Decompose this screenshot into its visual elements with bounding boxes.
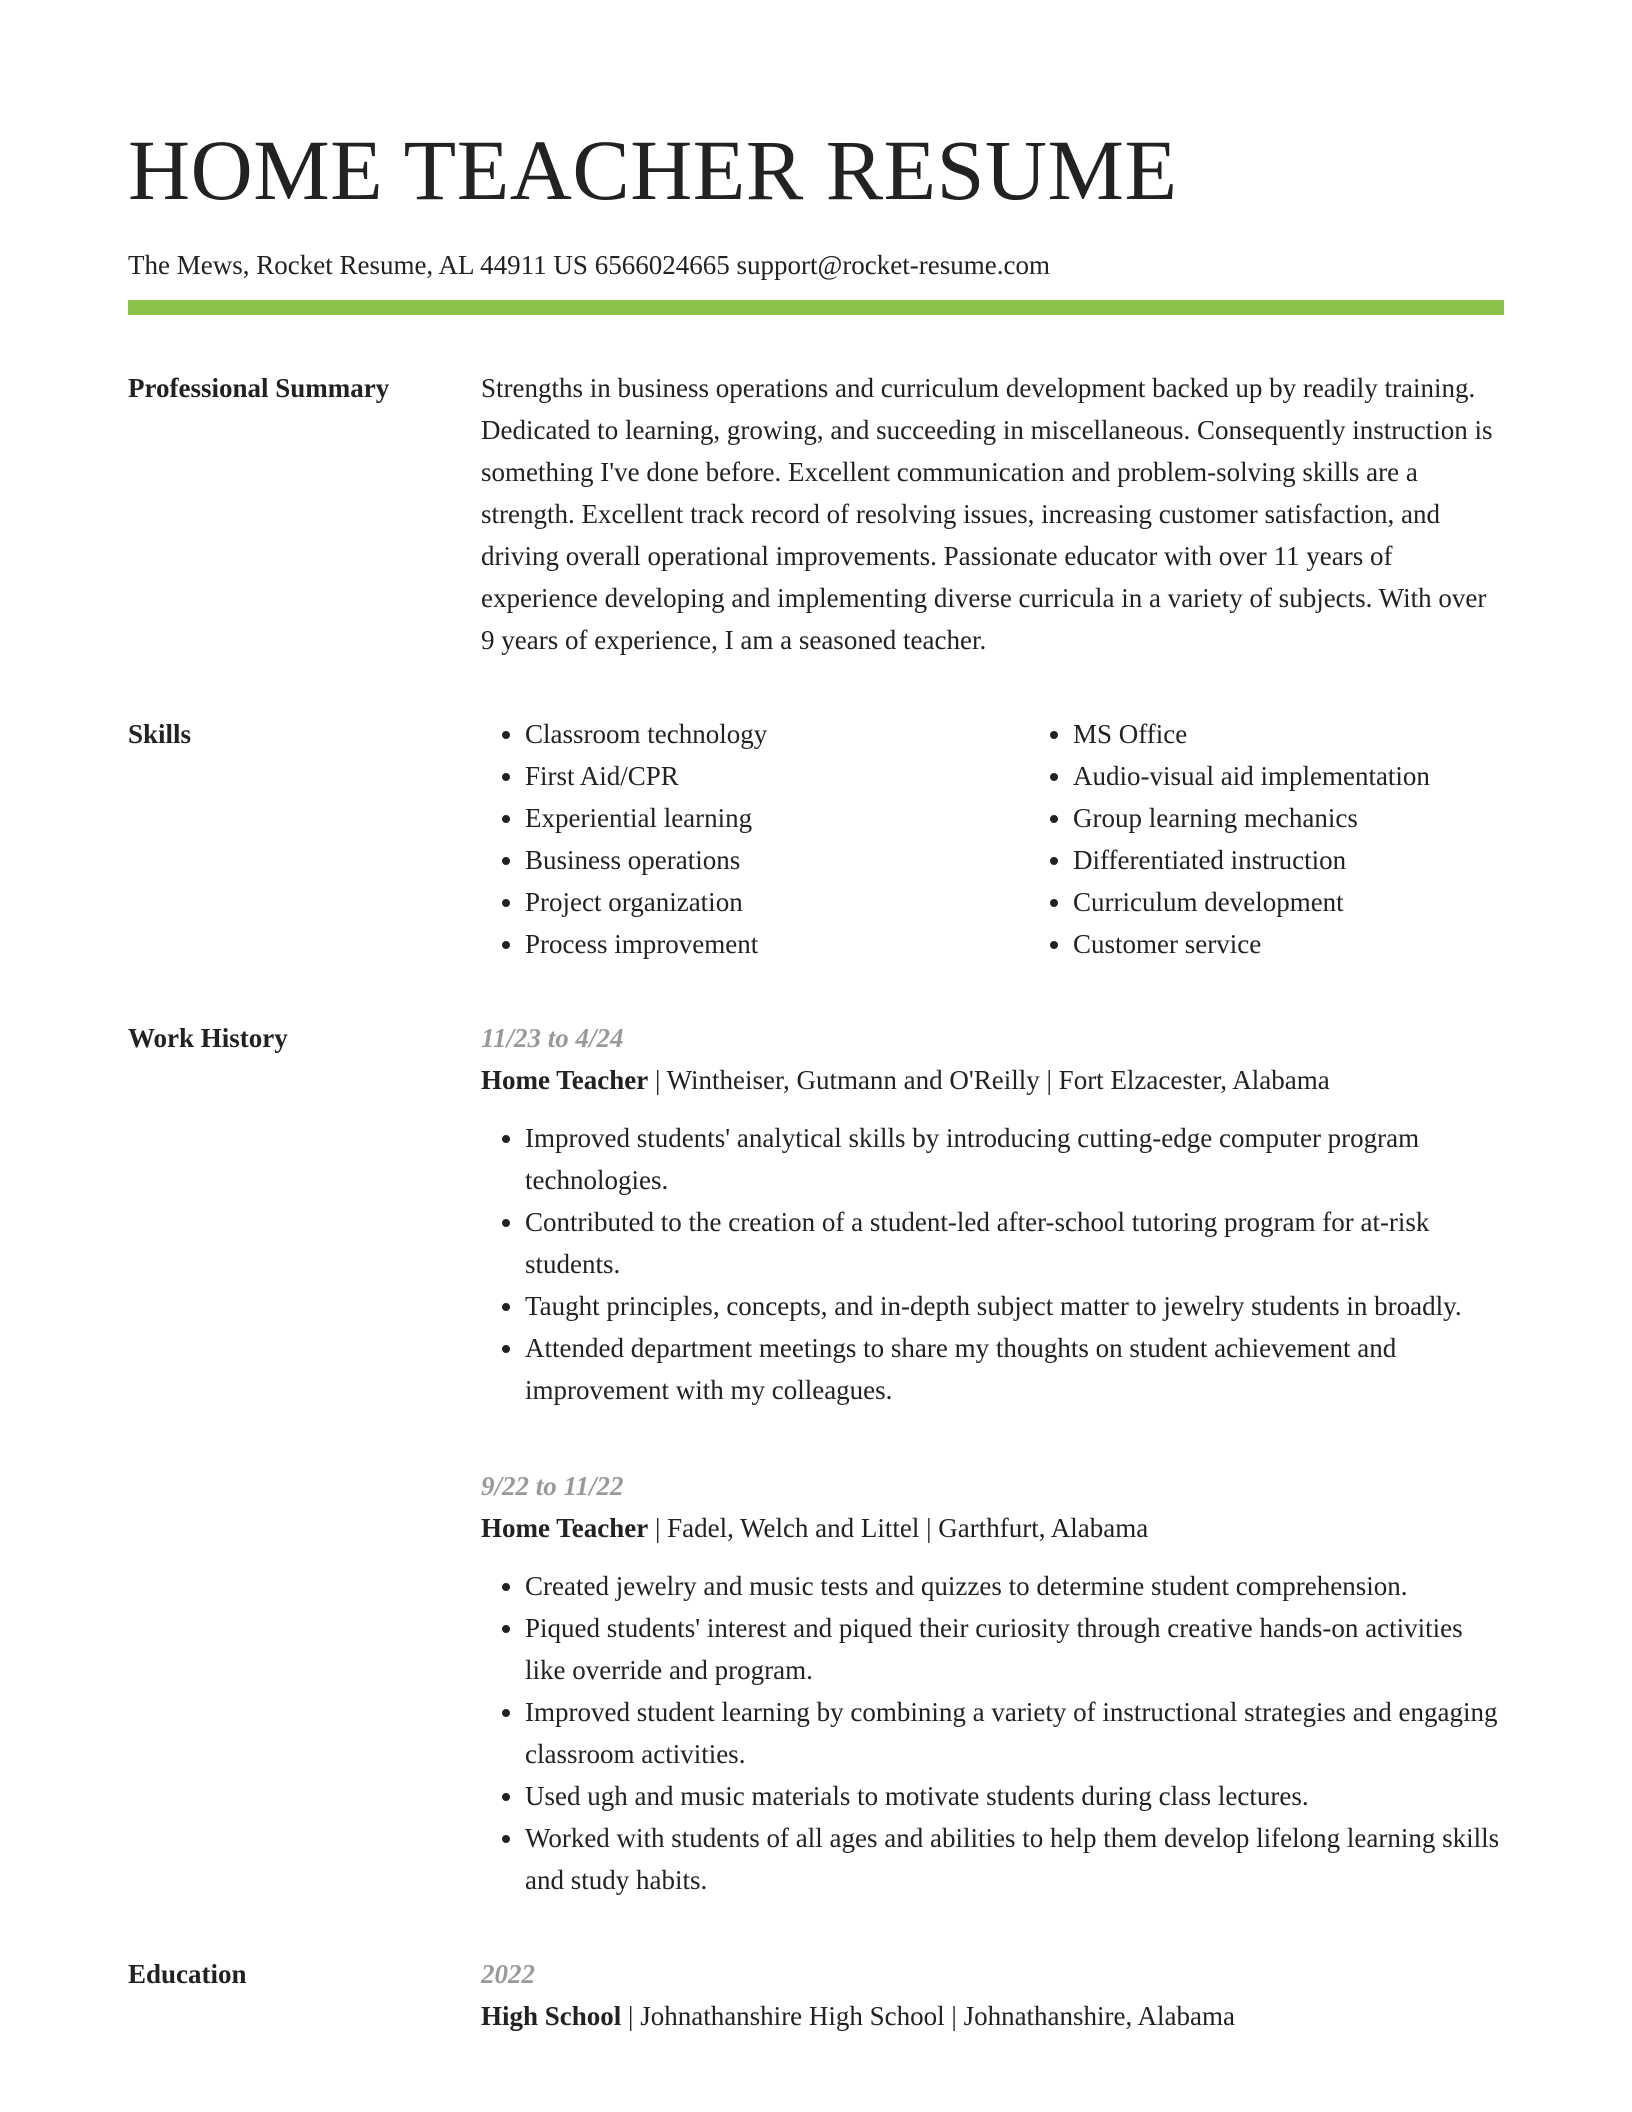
education-label: Education: [128, 1959, 247, 1989]
skills-body: [481, 713, 1577, 965]
skills-label: Skills: [128, 719, 192, 749]
skills-grid: [481, 713, 1577, 965]
summary-text: Strengths in business operations and curriculum development backed up by readily training. Dedicated to learning, growing, and succeeding in miscellaneous. Consequently instruction is something I've done before. Excellent communication and problem-solving skills are a strength. Excellent track record of resolving issues, increasing customer satisfaction, and driving overall operational improvements. Passionate educator with over 11 years of experience developing and implementing diverse curricula in a variety of subjects. With over 9 years of experience, I am a seasoned teacher.: [481, 373, 1493, 655]
skills-list-left: [481, 713, 1029, 965]
job-employer: | Wintheiser, Gutmann and O'Reilly | Fort Elzacester, Alabama: [648, 1065, 1330, 1095]
job-heading: [481, 1059, 1504, 1101]
job-bullets: [481, 1117, 1504, 1411]
job-heading: [481, 1507, 1504, 1549]
header-divider: [128, 300, 1504, 315]
job-bullet: • Worked with students of all ages and abilities to help them develop lifelong learning skills and study habits.: [525, 1817, 1504, 1901]
job-bullet: • Created jewelry and music tests and quizzes to determine student comprehension.: [525, 1565, 1504, 1607]
work-section: [128, 1017, 1504, 1901]
contact-line: The Mews, Rocket Resume, AL 44911 US 6566024665 support@rocket-resume.com: [128, 250, 1050, 280]
education-section: [128, 1953, 1504, 2037]
skills-list-right: [1029, 713, 1577, 965]
job-bullet: • Improved students' analytical skills by introducing cutting-edge computer program technologies.: [525, 1117, 1504, 1201]
job-entry: [481, 1465, 1504, 1901]
education-body: [481, 1953, 1504, 2037]
job-entry: [481, 1017, 1504, 1411]
job-bullet: • Improved student learning by combining a variety of instructional strategies and engaging classroom activities.: [525, 1691, 1504, 1775]
skill-item: • First Aid/CPR: [525, 755, 1029, 797]
job-bullet: • Used ugh and music materials to motivate students during class lectures.: [525, 1775, 1504, 1817]
job-bullet: • Contributed to the creation of a student-led after-school tutoring program for at-risk students.: [525, 1201, 1504, 1285]
work-label: Work History: [128, 1023, 288, 1053]
summary-section: [128, 367, 1504, 661]
skill-item: • Business operations: [525, 839, 1029, 881]
skill-item: • Experiential learning: [525, 797, 1029, 839]
job-bullet: • Taught principles, concepts, and in-depth subject matter to jewelry students in broadly.: [525, 1285, 1504, 1327]
job-title: Home Teacher: [481, 1065, 649, 1095]
skill-item: • MS Office: [1073, 713, 1577, 755]
skill-item: • Group learning mechanics: [1073, 797, 1577, 839]
job-bullet: • Attended department meetings to share my thoughts on student achievement and improvement with my colleagues.: [525, 1327, 1504, 1411]
skill-item: • Customer service: [1073, 923, 1577, 965]
education-school: | Johnathanshire High School | Johnathanshire, Alabama: [621, 2001, 1235, 2031]
skill-item: • Project organization: [525, 881, 1029, 923]
education-heading: [481, 1995, 1504, 2037]
job-dates: 9/22 to 11/22: [481, 1471, 624, 1501]
education-degree: High School: [481, 2001, 622, 2031]
education-year: 2022: [481, 1959, 535, 1989]
skill-item: • Process improvement: [525, 923, 1029, 965]
resume-title: HOME TEACHER RESUME: [128, 122, 1178, 218]
summary-label: Professional Summary: [128, 373, 390, 403]
job-title: Home Teacher: [481, 1513, 649, 1543]
job-employer: | Fadel, Welch and Littel | Garthfurt, Alabama: [648, 1513, 1149, 1543]
skill-item: • Curriculum development: [1073, 881, 1577, 923]
summary-body: [481, 367, 1504, 661]
work-body: [481, 1017, 1504, 1901]
job-bullets: [481, 1565, 1504, 1901]
job-bullet: • Piqued students' interest and piqued their curiosity through creative hands-on activities like override and program.: [525, 1607, 1504, 1691]
skill-item: • Differentiated instruction: [1073, 839, 1577, 881]
skill-item: • Audio-visual aid implementation: [1073, 755, 1577, 797]
job-dates: 11/23 to 4/24: [481, 1023, 624, 1053]
skill-item: • Classroom technology: [525, 713, 1029, 755]
skills-section: [128, 713, 1504, 965]
